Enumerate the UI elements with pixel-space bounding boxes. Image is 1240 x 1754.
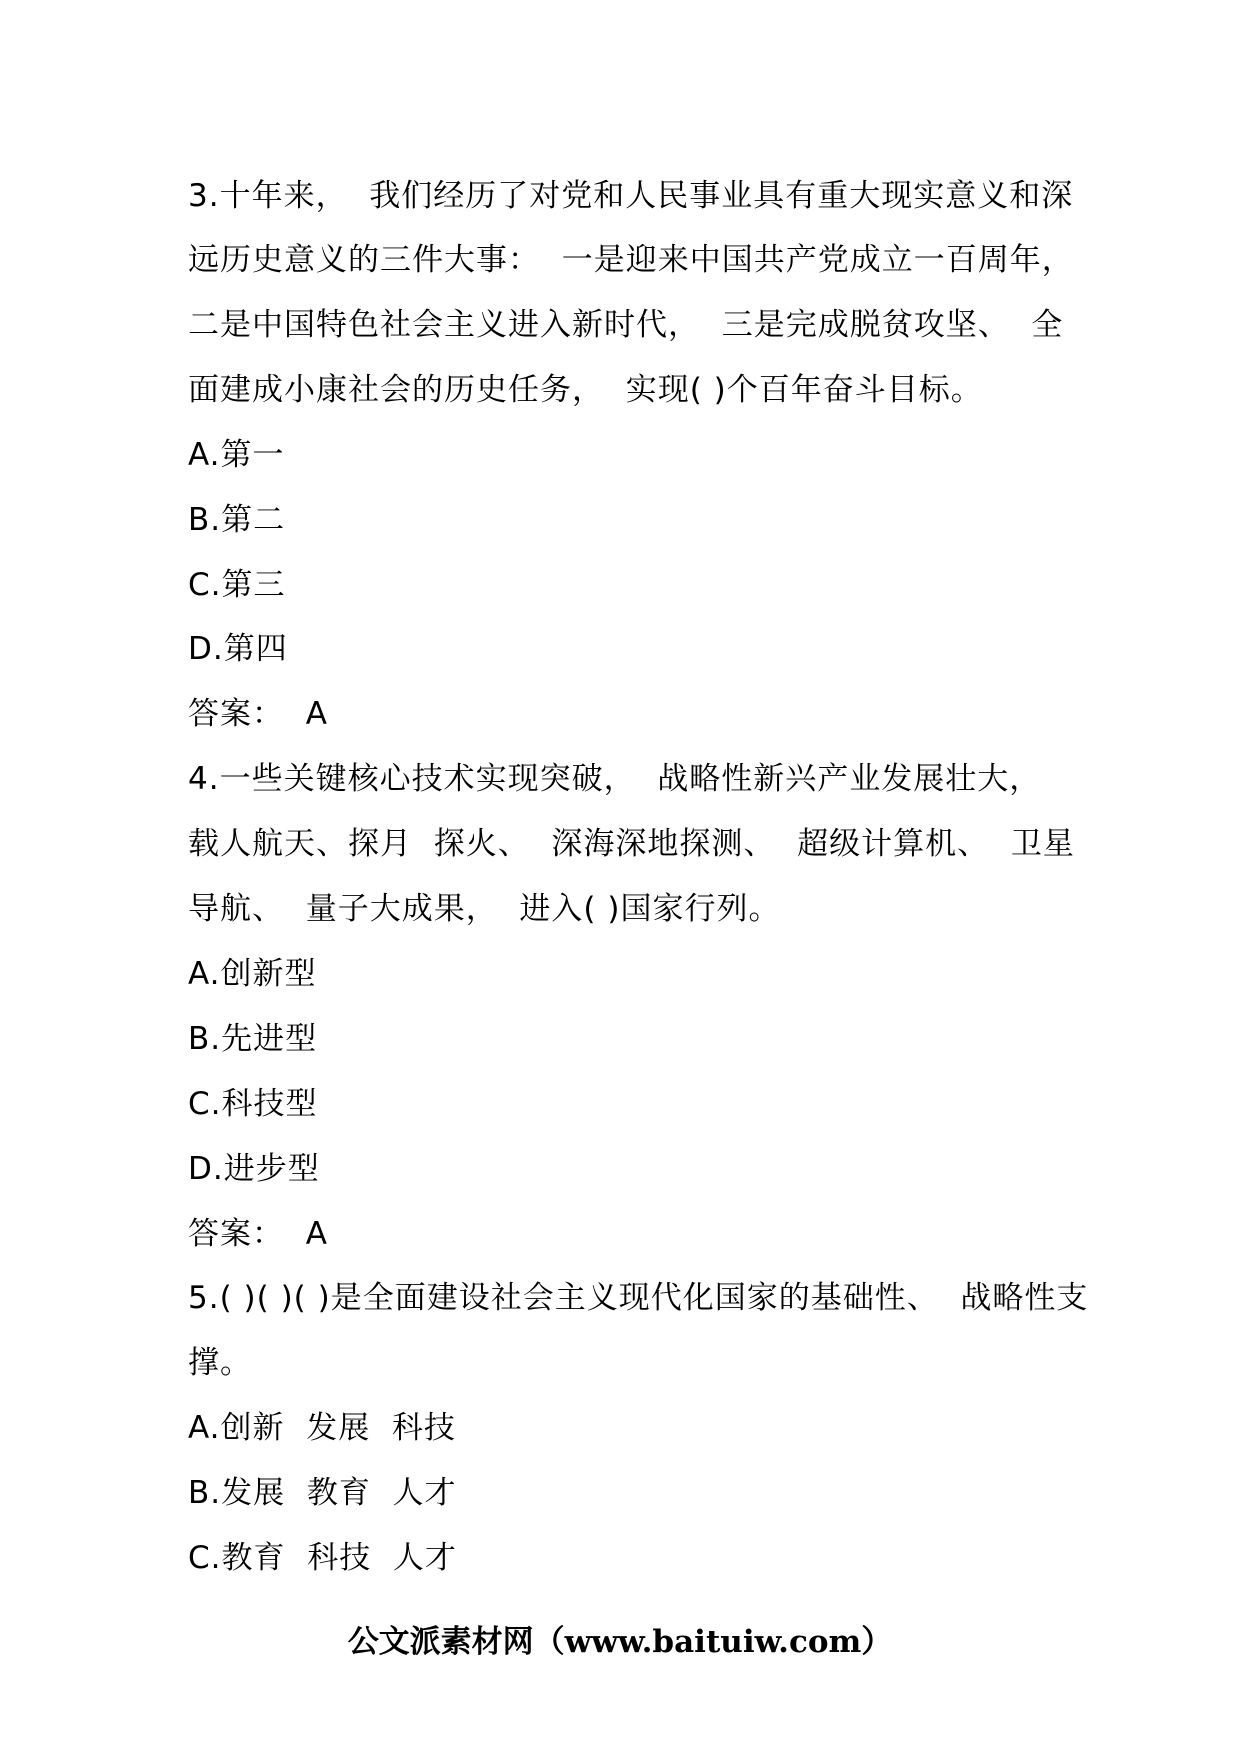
question-3-line-1: 3.十年来， 我们经历了对党和人民事业具有重大现实意义和深 <box>188 178 1074 214</box>
question-5-option-c: C.教育 科技 人才 <box>188 1540 457 1576</box>
question-3-line-4: 面建成小康社会的历史任务， 实现( )个百年奋斗目标。 <box>188 372 983 408</box>
question-5-line-1: 5.( )( )( )是全面建设社会主义现代化国家的基础性、 战略性支 <box>188 1280 1089 1316</box>
question-4-option-c: C.科技型 <box>188 1086 318 1122</box>
question-5-option-b: B.发展 教育 人才 <box>188 1475 457 1511</box>
question-3-option-a: A.第一 <box>188 437 285 473</box>
question-3-answer: 答案： A <box>188 696 328 732</box>
question-5-option-a: A.创新 发展 科技 <box>188 1410 456 1446</box>
question-4-option-a: A.创新型 <box>188 956 317 992</box>
question-4-answer: 答案： A <box>188 1216 328 1252</box>
question-3-option-b: B.第二 <box>188 502 286 538</box>
footer-site-credit: 公文派素材网（www.baituiw.com） <box>347 1624 893 1660</box>
question-4-line-2: 载人航天、探月 探火、 深海深地探测、 超级计算机、 卫星 <box>188 826 1075 862</box>
question-4-line-1: 4.一些关键核心技术实现突破， 战略性新兴产业发展壮大， <box>188 761 1042 797</box>
question-4-option-d: D.进步型 <box>188 1151 320 1187</box>
question-3-option-c: C.第三 <box>188 567 286 603</box>
question-4-line-3: 导航、 量子大成果， 进入( )国家行列。 <box>188 891 781 927</box>
question-5-line-2: 撑。 <box>188 1345 252 1381</box>
question-3-line-2: 远历史意义的三件大事： 一是迎来中国共产党成立一百周年， <box>188 242 1074 278</box>
question-3-option-d: D.第四 <box>188 631 288 667</box>
question-4-option-b: B.先进型 <box>188 1021 318 1057</box>
question-3-line-3: 二是中国特色社会主义进入新时代， 三是完成脱贫攻坚、 全 <box>188 307 1064 343</box>
